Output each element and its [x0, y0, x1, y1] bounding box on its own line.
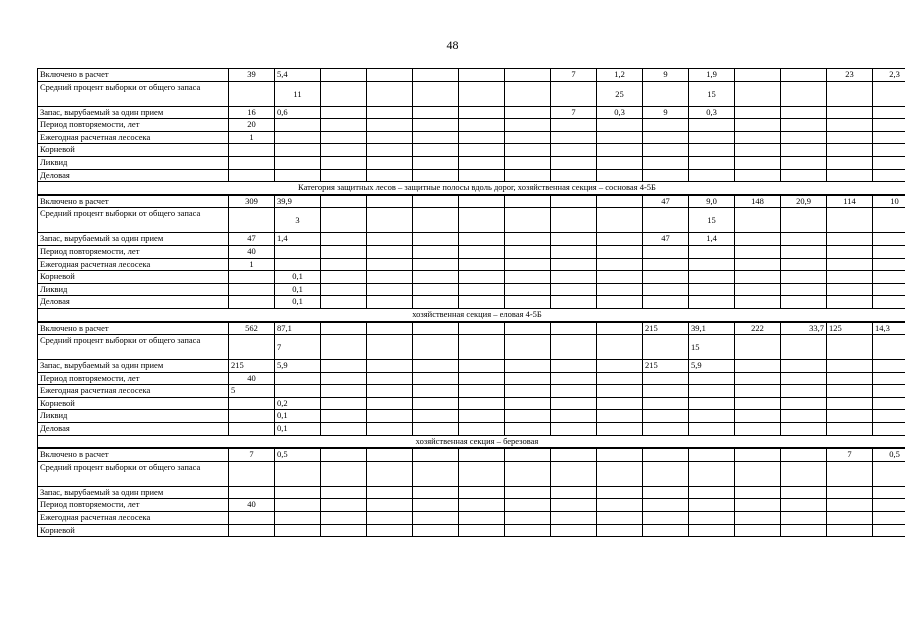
table-cell: 0,1	[275, 283, 321, 296]
table-cell: 39,9	[275, 195, 321, 208]
table-cell: 0,5	[275, 448, 321, 461]
row-label: Деловая	[38, 169, 229, 182]
table-cell: 215	[643, 322, 689, 335]
table-row	[38, 410, 905, 423]
section-heading: Категория защитных лесов – защитные полосы вдоль дорог, хозяйственная секция – сосновая 4-5Б	[38, 182, 905, 195]
table-row	[38, 106, 905, 119]
table-cell: 0,1	[275, 271, 321, 284]
table-cell: 1	[229, 258, 275, 271]
table-row	[38, 335, 905, 360]
table-row	[38, 258, 905, 271]
row-label: Запас, вырубаемый за один прием	[38, 233, 229, 246]
table-cell: 3	[275, 208, 321, 233]
table-cell: 47	[229, 233, 275, 246]
table-cell: 47	[643, 195, 689, 208]
row-label: Включено в расчет	[38, 69, 229, 82]
table-row	[38, 360, 905, 373]
table-row	[38, 385, 905, 398]
table-row	[38, 486, 905, 499]
table-row	[38, 245, 905, 258]
table-cell: 1,2	[597, 69, 643, 82]
table-row	[38, 131, 905, 144]
table-cell: 0,1	[275, 423, 321, 436]
table-row	[38, 448, 905, 461]
table-row	[38, 461, 905, 486]
table-cell: 11	[275, 81, 321, 106]
row-label: Запас, вырубаемый за один прием	[38, 106, 229, 119]
row-label: Корневой	[38, 524, 229, 537]
section-heading: хозяйственная секция – березовая	[38, 435, 905, 448]
table-cell: 0,6	[275, 106, 321, 119]
table-row	[38, 524, 905, 537]
table-row	[38, 283, 905, 296]
table-cell: 10	[873, 195, 905, 208]
table-cell: 40	[229, 372, 275, 385]
table-row	[38, 423, 905, 436]
table-cell: 0,1	[275, 410, 321, 423]
table-cell: 7	[551, 69, 597, 82]
row-label: Корневой	[38, 144, 229, 157]
table-cell: 5	[229, 385, 275, 398]
table-cell: 33,7	[781, 322, 827, 335]
table-row	[38, 233, 905, 246]
table-cell: 222	[735, 322, 781, 335]
table-cell: 23	[827, 69, 873, 82]
row-label: Период повторяемости, лет	[38, 245, 229, 258]
row-label: Ежегодная расчетная лесосека	[38, 385, 229, 398]
table-cell: 5,4	[275, 69, 321, 82]
table-cell: 25	[597, 81, 643, 106]
table-cell: 40	[229, 499, 275, 512]
table-cell: 9	[643, 69, 689, 82]
table-cell: 15	[689, 335, 735, 360]
row-label: Включено в расчет	[38, 448, 229, 461]
cutting-calculation-table	[37, 68, 905, 537]
table-cell: 20	[229, 119, 275, 132]
row-label: Деловая	[38, 423, 229, 436]
table-cell: 5,9	[275, 360, 321, 373]
row-label: Средний процент выборки от общего запаса	[38, 208, 229, 233]
table-row	[38, 296, 905, 309]
row-label: Деловая	[38, 296, 229, 309]
row-label: Период повторяемости, лет	[38, 119, 229, 132]
row-label: Период повторяемости, лет	[38, 372, 229, 385]
table-cell: 7	[551, 106, 597, 119]
table-row	[38, 81, 905, 106]
table-cell: 20,9	[781, 195, 827, 208]
section-heading-row	[38, 308, 905, 321]
table-row	[38, 208, 905, 233]
table-row	[38, 397, 905, 410]
table-cell: 1,4	[689, 233, 735, 246]
table-cell: 7	[275, 335, 321, 360]
row-label: Ликвид	[38, 156, 229, 169]
row-label: Ежегодная расчетная лесосека	[38, 512, 229, 525]
table-cell: 15	[689, 81, 735, 106]
row-label: Запас, вырубаемый за один прием	[38, 360, 229, 373]
table-cell: 1	[229, 131, 275, 144]
section-heading-row	[38, 435, 905, 448]
table-cell: 215	[229, 360, 275, 373]
table-row	[38, 499, 905, 512]
table-row	[38, 169, 905, 182]
row-label: Ликвид	[38, 410, 229, 423]
row-label: Корневой	[38, 271, 229, 284]
row-label: Средний процент выборки от общего запаса	[38, 81, 229, 106]
table-cell: 16	[229, 106, 275, 119]
table-cell: 2,3	[873, 69, 905, 82]
table-row	[38, 195, 905, 208]
table-cell: 309	[229, 195, 275, 208]
table-row	[38, 156, 905, 169]
table-cell: 5,9	[689, 360, 735, 373]
table-cell: 114	[827, 195, 873, 208]
section-heading-row	[38, 182, 905, 195]
table-row	[38, 512, 905, 525]
table-cell: 9	[643, 106, 689, 119]
table-cell: 0,2	[275, 397, 321, 410]
table-cell: 9,0	[689, 195, 735, 208]
table-cell: 0,1	[275, 296, 321, 309]
table-cell: 39,1	[689, 322, 735, 335]
table-cell: 148	[735, 195, 781, 208]
table-row	[38, 69, 905, 82]
table-row	[38, 144, 905, 157]
table-cell: 47	[643, 233, 689, 246]
row-label: Запас, вырубаемый за один прием	[38, 486, 229, 499]
table-row	[38, 372, 905, 385]
table-cell: 87,1	[275, 322, 321, 335]
row-label: Ежегодная расчетная лесосека	[38, 131, 229, 144]
table-cell: 562	[229, 322, 275, 335]
row-label: Средний процент выборки от общего запаса	[38, 461, 229, 486]
row-label: Ликвид	[38, 283, 229, 296]
row-label: Ежегодная расчетная лесосека	[38, 258, 229, 271]
table-cell: 15	[689, 208, 735, 233]
table-row	[38, 119, 905, 132]
row-label: Включено в расчет	[38, 322, 229, 335]
table-cell: 40	[229, 245, 275, 258]
table-cell: 1,9	[689, 69, 735, 82]
page-number: 48	[446, 38, 459, 52]
section-heading: хозяйственная секция – еловая 4-5Б	[38, 308, 905, 321]
table-cell: 14,3	[873, 322, 905, 335]
row-label: Средний процент выборки от общего запаса	[38, 335, 229, 360]
table-cell: 0,3	[689, 106, 735, 119]
row-label: Корневой	[38, 397, 229, 410]
table-cell: 215	[643, 360, 689, 373]
table-cell: 0,5	[873, 448, 905, 461]
table-cell: 39	[229, 69, 275, 82]
table-row	[38, 271, 905, 284]
table-cell: 7	[827, 448, 873, 461]
table-cell: 7	[229, 448, 275, 461]
table-cell: 125	[827, 322, 873, 335]
table-row	[38, 322, 905, 335]
table-cell: 1,4	[275, 233, 321, 246]
table-cell: 0,3	[597, 106, 643, 119]
row-label: Включено в расчет	[38, 195, 229, 208]
row-label: Период повторяемости, лет	[38, 499, 229, 512]
